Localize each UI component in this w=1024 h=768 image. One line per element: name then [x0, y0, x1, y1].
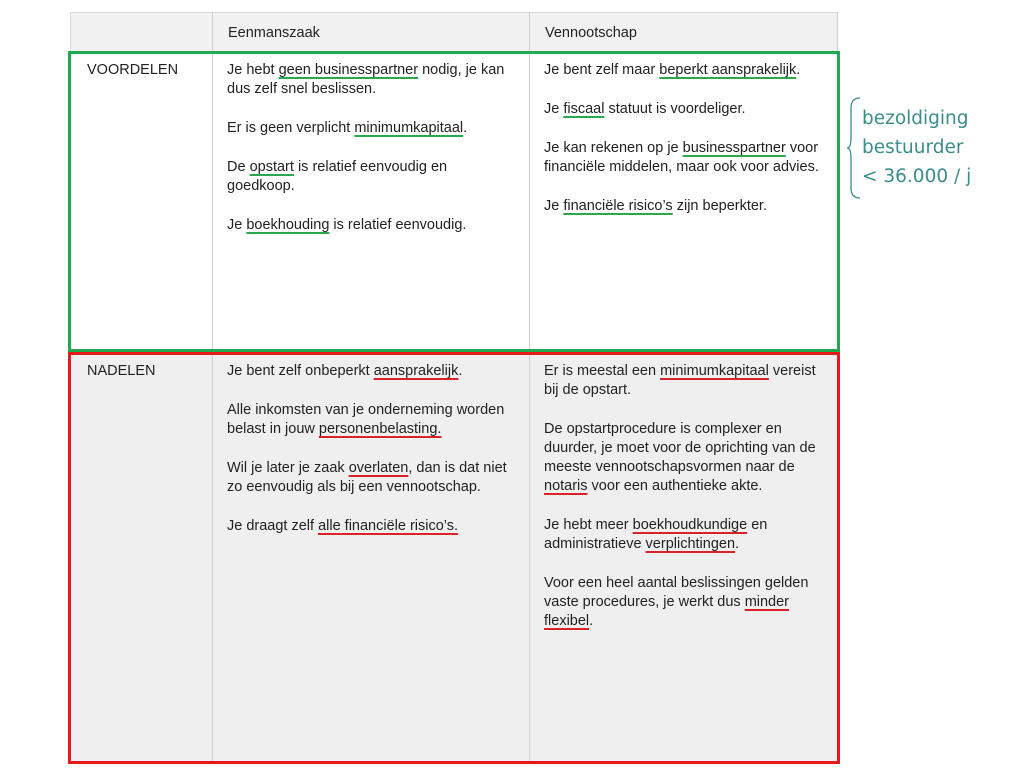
keyword-highlight: alle financiële risico’s.: [318, 518, 459, 534]
cell-paragraph: Alle inkomsten van je onderneming worden belast in jouw personenbelasting.: [227, 402, 505, 437]
keyword-highlight: boekhouding: [246, 217, 330, 233]
cell-paragraph: Wil je later je zaak overlaten, dan is dat niet zo eenvoudig als bij een vennootschap.: [227, 460, 507, 495]
cell-paragraph: Je hebt geen businesspartner nodig, je kan dus zelf snel beslissen.: [227, 62, 505, 97]
annotation-text: [862, 104, 971, 191]
nadelen-vennootschap-cell: [530, 354, 838, 762]
annotation-line-3: < 36.000 / j: [862, 166, 972, 187]
keyword-highlight: personenbelasting.: [318, 421, 442, 437]
keyword-highlight: financiële risico’s: [563, 198, 673, 214]
voordelen-vennootschap-cell: [530, 53, 838, 350]
voordelen-label-cell: [70, 53, 213, 350]
annotation-line-2: bestuurder: [862, 137, 964, 158]
annotation-line-1: bezoldiging: [862, 108, 969, 129]
header-eenmanszaak: Eenmanszaak: [213, 13, 530, 53]
keyword-highlight: boekhoudkundige: [632, 517, 748, 533]
cell-paragraph: Je fiscaal statuut is voordeliger.: [544, 101, 746, 117]
keyword-highlight: minimumkapitaal: [660, 363, 769, 379]
cell-paragraph: Je draagt zelf alle financiële risico’s.: [227, 518, 459, 534]
header-empty-cell: [70, 13, 213, 53]
voordelen-row: [70, 53, 838, 350]
cell-paragraph: Er is meestal een minimumkapitaal vereist bij de opstart.: [544, 363, 816, 398]
keyword-highlight: fiscaal: [563, 101, 605, 117]
nadelen-label: NADELEN: [87, 363, 156, 379]
keyword-highlight: minder flexibel: [544, 594, 790, 629]
keyword-highlight: verplichtingen: [645, 536, 736, 552]
keyword-highlight: beperkt aansprakelijk: [659, 62, 797, 78]
cell-paragraph: Je kan rekenen op je businesspartner voor financiële middelen, maar ook voor advies.: [544, 140, 819, 175]
cell-paragraph: Voor een heel aantal beslissingen gelden vaste procedures, je werkt dus minder flexibel.: [544, 575, 809, 629]
cell-paragraph: De opstart is relatief eenvoudig en goedkoop.: [227, 159, 448, 194]
voordelen-eenmanszaak-cell: [213, 53, 530, 350]
curly-brace-icon: [847, 96, 863, 200]
cell-paragraph: Er is geen verplicht minimumkapitaal.: [227, 120, 468, 136]
keyword-highlight: minimumkapitaal: [354, 120, 464, 136]
nadelen-label-cell: [70, 354, 213, 762]
keyword-highlight: opstart: [249, 159, 294, 175]
salary-annotation: [847, 96, 997, 200]
voordelen-label: VOORDELEN: [87, 62, 179, 78]
cell-paragraph: Je financiële risico’s zijn beperkter.: [544, 198, 767, 214]
nadelen-row: [70, 354, 838, 762]
cell-paragraph: Je bent zelf maar beperkt aansprakelijk.: [544, 62, 801, 78]
keyword-highlight: overlaten: [348, 460, 409, 476]
table-header-row: [70, 12, 838, 53]
cell-paragraph: Je boekhouding is relatief eenvoudig.: [227, 217, 467, 233]
keyword-highlight: businesspartner: [682, 140, 786, 156]
keyword-highlight: notaris: [544, 478, 588, 494]
keyword-highlight: aansprakelijk: [373, 363, 459, 379]
cell-paragraph: Je hebt meer boekhoudkundige en administratieve verplichtingen.: [544, 517, 768, 552]
cell-paragraph: De opstartprocedure is complexer en duurder, je moet voor de oprichting van de meeste vennootschapsvormen naar de notaris voor een authentieke akte.: [544, 421, 816, 494]
nadelen-eenmanszaak-cell: [213, 354, 530, 762]
cell-paragraph: Je bent zelf onbeperkt aansprakelijk.: [227, 363, 463, 379]
keyword-highlight: geen businesspartner: [278, 62, 419, 78]
comparison-table: [70, 12, 838, 762]
header-vennootschap: Vennootschap: [530, 13, 838, 53]
